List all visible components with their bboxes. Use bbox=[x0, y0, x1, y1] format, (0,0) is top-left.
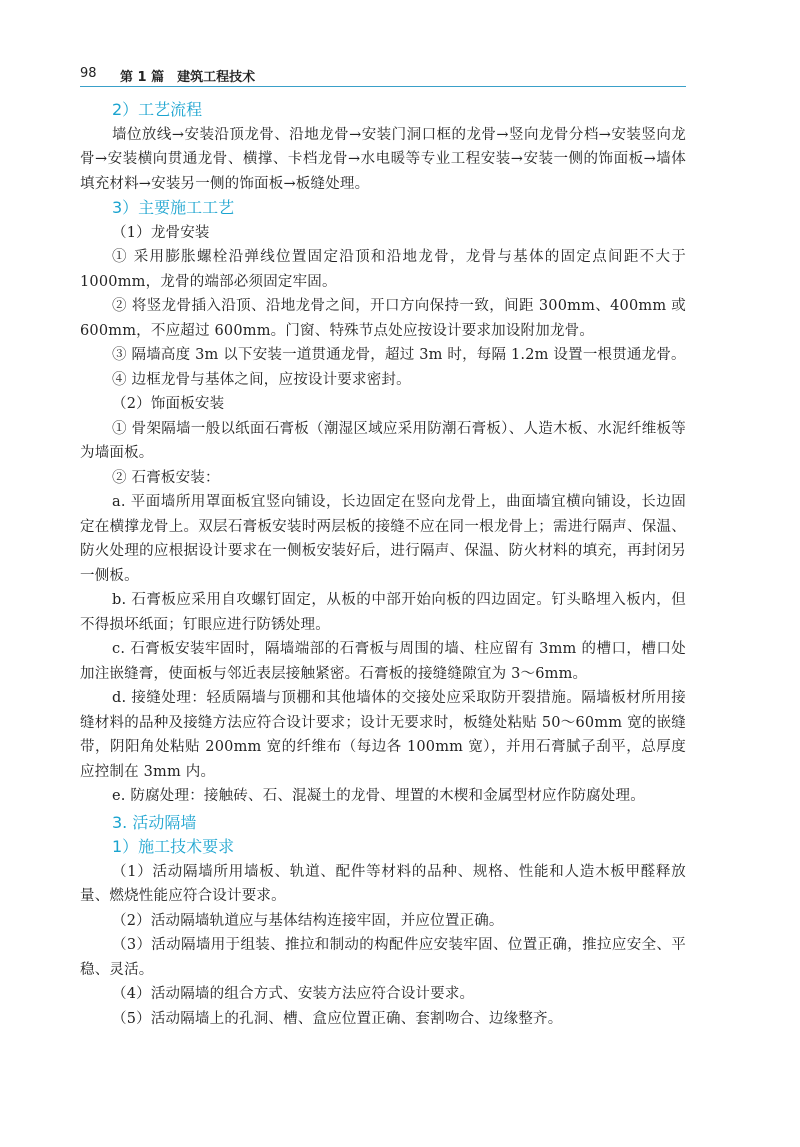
paragraph: e. 防腐处理：接触砖、石、混凝土的龙骨、埋置的木楔和金属型材应作防腐处理。 bbox=[112, 788, 645, 804]
page-body bbox=[80, 98, 686, 1031]
paragraph: （1）龙骨安装 bbox=[112, 224, 210, 241]
paragraph: ④ 边框龙骨与基体之间，应按设计要求密封。 bbox=[112, 371, 411, 388]
paragraph: b. 石膏板应采用自攻螺钉固定，从板的中部开始向板的四边固定。钉头略埋入板内，但不得损坏纸面；钉眼应进行防锈处理。 bbox=[80, 592, 686, 633]
section-heading: 3. 活动隔墙 bbox=[112, 812, 197, 832]
page-number: 98 bbox=[80, 66, 97, 81]
paragraph: ① 采用膨胀螺栓沿弹线位置固定沿顶和沿地龙骨，龙骨与基体的固定点间距不大于 1000mm，龙骨的端部必须固定牢固。 bbox=[80, 249, 686, 290]
page-header bbox=[80, 64, 686, 87]
paragraph: a. 平面墙所用罩面板宜竖向铺设，长边固定在竖向龙骨上，曲面墙宜横向铺设，长边固定在横撑龙骨上。双层石膏板安装时两层板的接缝不应在同一根龙骨上；需进行隔声、保温、防火处理的应根据设计要求在一侧板安装好后，进行隔声、保温、防火材料的填充，再封闭另一侧板。 bbox=[80, 494, 686, 584]
chapter-title: 第 1 篇 建筑工程技术 bbox=[120, 70, 256, 85]
paragraph: （3）活动隔墙用于组装、推拉和制动的构配件应安装牢固、位置正确，推拉应安全、平稳、灵活。 bbox=[80, 937, 686, 978]
section-heading: 1）施工技术要求 bbox=[112, 837, 235, 856]
paragraph: （4）活动隔墙的组合方式、安装方法应符合设计要求。 bbox=[112, 986, 475, 1002]
section-heading: 3）主要施工工艺 bbox=[112, 198, 235, 217]
paragraph: d. 接缝处理：轻质隔墙与顶棚和其他墙体的交接处应采取防开裂措施。隔墙板材所用接缝材料的品种及接缝方法应符合设计要求；设计无要求时，板缝处粘贴 50～60mm 宽的嵌缝带，阴阳角处粘贴 200mm 宽的纤维布（每边各 100mm 宽），并用石膏腻子刮平，总厚度应控制在 3mm 内。 bbox=[80, 690, 686, 780]
paragraph: （2）饰面板安装 bbox=[112, 396, 225, 412]
paragraph: （2）活动隔墙轨道应与基体结构连接牢固，并应位置正确。 bbox=[112, 912, 504, 929]
paragraph: ③ 隔墙高度 3m 以下安装一道贯通龙骨，超过 3m 时，每隔 1.2m 设置一根贯通龙骨。 bbox=[112, 347, 686, 363]
paragraph: （5）活动隔墙上的孔洞、槽、盒应位置正确、套割吻合、边缘整齐。 bbox=[112, 1010, 563, 1027]
paragraph: ② 将竖龙骨插入沿顶、沿地龙骨之间，开口方向保持一致，间距 300mm、400mm 或 600mm，不应超过 600mm。门窗、特殊节点处应按设计要求加设附加龙骨。 bbox=[80, 298, 686, 339]
paragraph: ② 石膏板安装： bbox=[112, 469, 220, 486]
paragraph: c. 石膏板安装牢固时，隔墙端部的石膏板与周围的墙、柱应留有 3mm 的槽口，槽口处加注嵌缝膏，使面板与邻近表层接触紧密。石膏板的接缝缝隙宜为 3～6mm。 bbox=[80, 641, 686, 682]
paragraph: （1）活动隔墙所用墙板、轨道、配件等材料的品种、规格、性能和人造木板甲醛释放量、燃烧性能应符合设计要求。 bbox=[80, 863, 686, 904]
paragraph: 墙位放线→安装沿顶龙骨、沿地龙骨→安装门洞口框的龙骨→竖向龙骨分档→安装竖向龙骨→安装横向贯通龙骨、横撑、卡档龙骨→水电暖等专业工程安装→安装一侧的饰面板→墙体填充材料→安装另一侧的饰面板→板缝处理。 bbox=[80, 126, 686, 192]
paragraph: ① 骨架隔墙一般以纸面石膏板（潮湿区域应采用防潮石膏板）、人造木板、水泥纤维板等为墙面板。 bbox=[80, 420, 686, 461]
section-heading: 2）工艺流程 bbox=[112, 100, 203, 119]
